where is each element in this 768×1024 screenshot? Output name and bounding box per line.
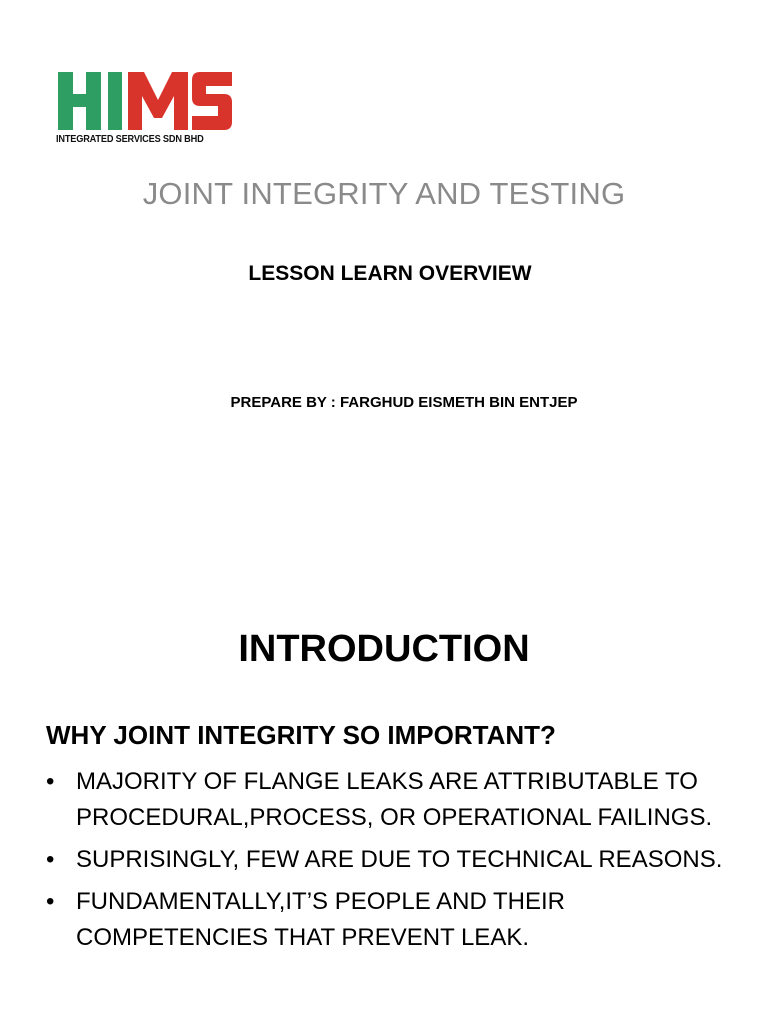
bullet-text: MAJORITY OF FLANGE LEAKS ARE ATTRIBUTABLE TO PROCEDURAL,PROCESS, OR OPERATIONAL FAILINGS.	[76, 768, 713, 831]
introduction-slide	[0, 568, 768, 1024]
presentation-title: JOINT INTEGRITY AND TESTING	[142, 176, 626, 211]
list-item	[46, 842, 746, 878]
bullet-icon: •	[46, 888, 55, 915]
list-item	[46, 764, 746, 836]
hims-logo-mark	[56, 70, 236, 132]
list-item	[46, 884, 746, 956]
bullet-list	[46, 764, 746, 962]
presentation-subtitle: LESSON LEARN OVERVIEW	[248, 262, 532, 285]
introduction-heading: INTRODUCTION	[238, 628, 530, 670]
bullet-text: SUPRISINGLY, FEW ARE DUE TO TECHNICAL REASONS.	[76, 846, 723, 873]
question-heading: WHY JOINT INTEGRITY SO IMPORTANT?	[46, 720, 556, 750]
prepared-by: PREPARE BY : FARGHUD EISMETH BIN ENTJEP	[230, 394, 578, 411]
bullet-text: FUNDAMENTALLY,IT’S PEOPLE AND THEIR COMPETENCIES THAT PREVENT LEAK.	[76, 888, 566, 951]
logo-caption: INTEGRATED SERVICES SDN BHD	[56, 134, 204, 145]
bullet-icon: •	[46, 846, 55, 873]
bullet-icon: •	[46, 768, 55, 795]
hims-logo	[56, 70, 236, 154]
